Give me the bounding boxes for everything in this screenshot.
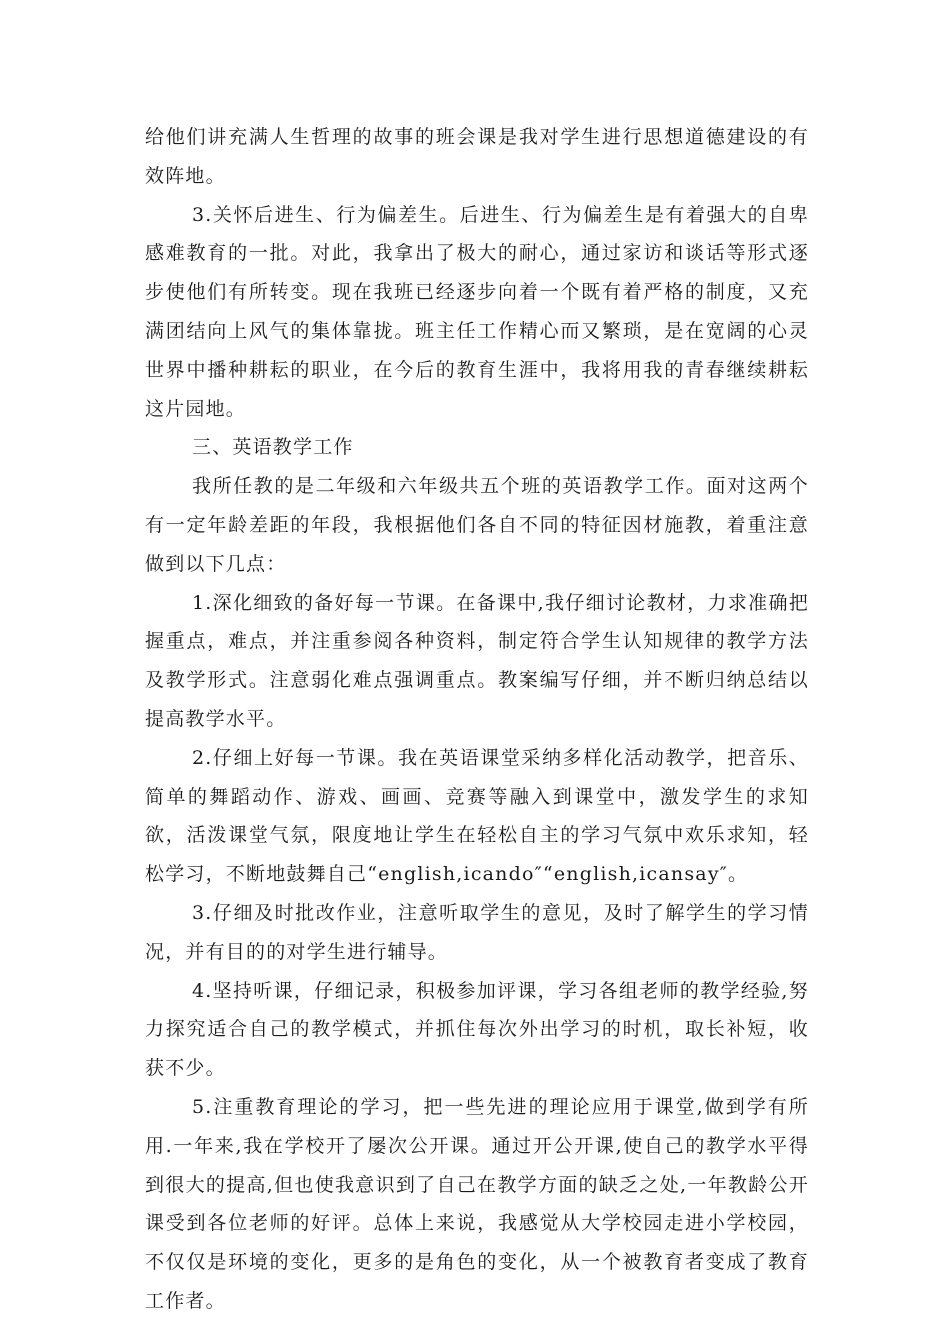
paragraph-item-4: 4.坚持听课，仔细记录，积极参加评课，学习各组老师的教学经验,努力探究适合自己的教学模式，并抓住每次外出学习的时机，取长补短，收获不少。 (145, 979, 809, 1080)
document-body (145, 118, 809, 1321)
paragraph-continuation: 给他们讲充满人生哲理的故事的班会课是我对学生进行思想道德建设的有效阵地。 (145, 126, 809, 187)
paragraph-item-2: 2.仔细上好每一节课。我在英语课堂采纳多样化活动教学，把音乐、简单的舞蹈动作、游戏、画画、竞赛等融入到课堂中，激发学生的求知欲，活泼课堂气氛，限度地让学生在轻松自主的学习气氛中欢乐求知，轻松学习，不断地鼓舞自己“english,icando″“english,icansay″。 (145, 746, 809, 886)
paragraph-care-students: 3.关怀后进生、行为偏差生。后进生、行为偏差生是有着强大的自卑感难教育的一批。对此，我拿出了极大的耐心，通过家访和谈话等形式逐步使他们有所转变。现在我班已经逐步向着一个既有着严格的制度，又充满团结向上风气的集体靠拢。班主任工作精心而又繁琐，是在宽阔的心灵世界中播种耕耘的职业，在今后的教育生涯中，我将用我的青春继续耕耘这片园地。 (145, 203, 809, 420)
paragraph-item-3: 3.仔细及时批改作业，注意听取学生的意见，及时了解学生的学习情况，并有目的的对学生进行辅导。 (145, 901, 809, 963)
paragraph-item-5: 5.注重教育理论的学习，把一些先进的理论应用于课堂,做到学有所用.一年来,我在学校开了屡次公开课。通过开公开课,使自己的教学水平得到很大的提高,但也使我意识到了自己在教学方面的缺乏之处,一年教龄公开课受到各位老师的好评。总体上来说，我感觉从大学校园走进小学校园，不仅仅是环境的变化，更多的是角色的变化，从一个被教育者变成了教育工作者。 (145, 1095, 809, 1312)
section-heading-english-teaching: 三、英语教学工作 (192, 436, 354, 459)
paragraph-item-1: 1.深化细致的备好每一节课。在备课中,我仔细讨论教材，力求准确把握重点，难点，并注重参阅各种资料，制定符合学生认知规律的教学方法及教学形式。注意弱化难点强调重点。教案编写仔细，并不断归纳总结以提高教学水平。 (145, 591, 809, 730)
paragraph-intro: 我所任教的是二年级和六年级共五个班的英语教学工作。面对这两个有一定年龄差距的年段，我根据他们各自不同的特征因材施教，着重注意做到以下几点： (145, 475, 809, 575)
